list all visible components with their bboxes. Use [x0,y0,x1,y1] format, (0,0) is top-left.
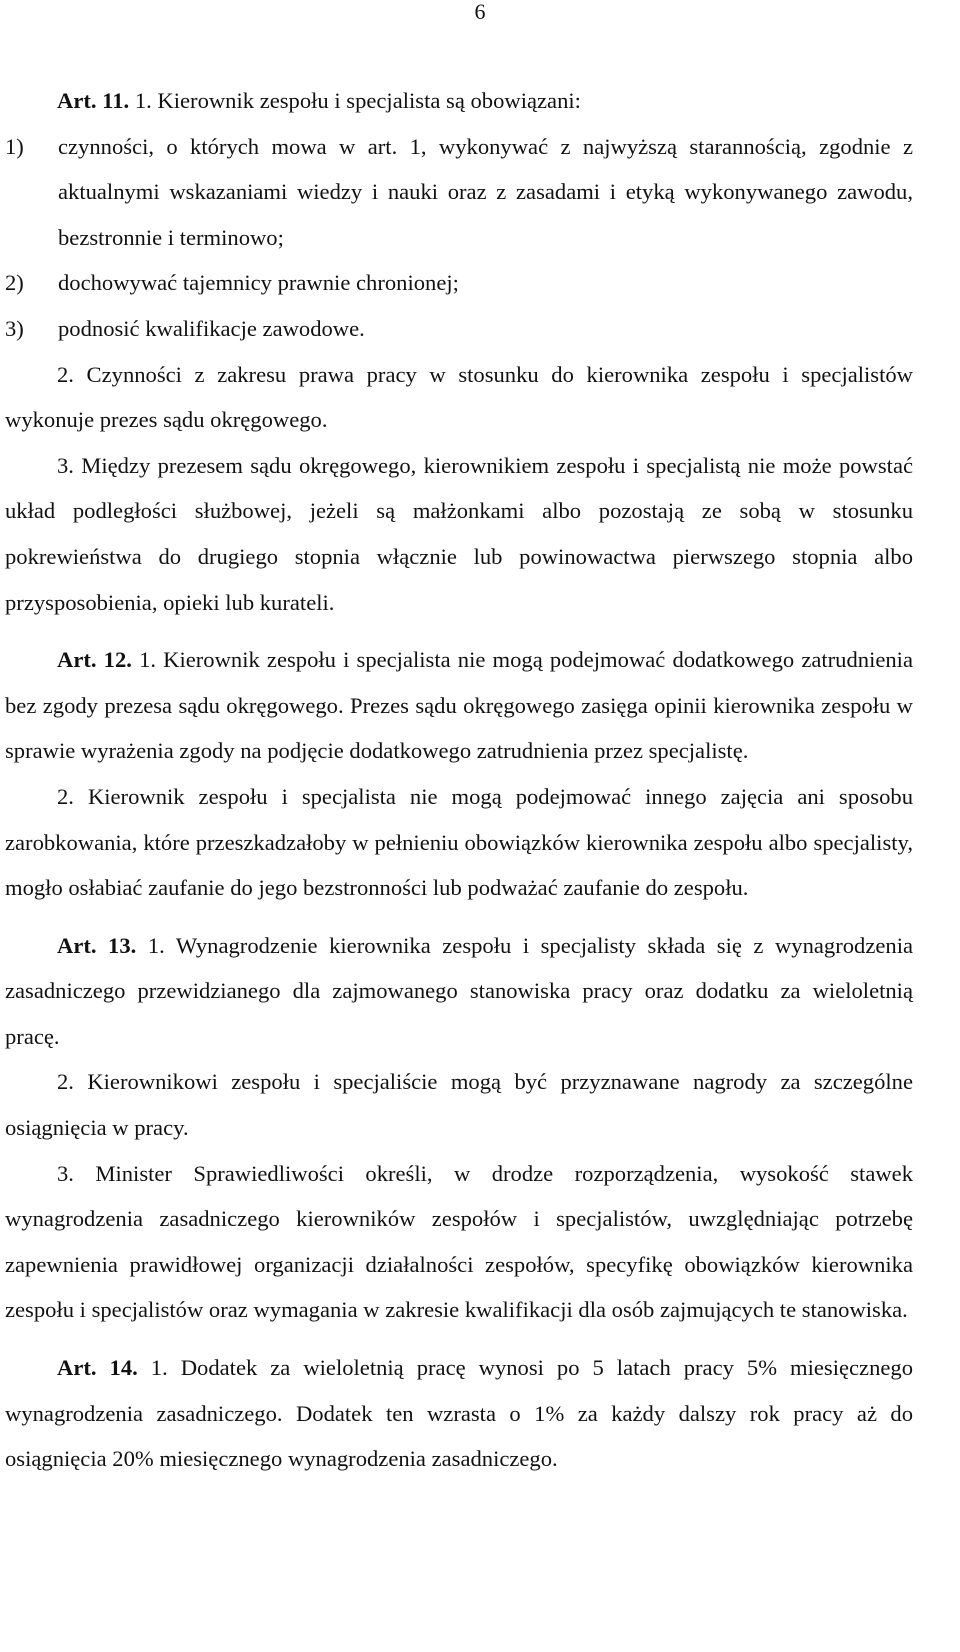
list-item-number: 2) [5,270,24,296]
list-item [5,124,913,261]
art11-para3: 3. Między prezesem sądu okręgowego, kierownikiem zespołu i specjalistą nie może powstać układ podległości służbowej, jeżeli są małżonkami albo pozostają ze sobą w stosunku pokrewieństwa do drugiego stopnia włącznie lub powinowactwa pierwszego stopnia albo przysposobienia, opieki lub kurateli. [5,452,913,615]
art11-heading: Art. 11. [57,88,130,113]
art13-para2: 2. Kierownikowi zespołu i specjaliście mogą być przyznawane nagrody za szczególne osiągnięcia w pracy. [5,1069,913,1141]
list-item-text: dochowywać tajemnicy prawnie chronionej; [58,270,459,296]
art11-para2: 2. Czynności z zakresu prawa pracy w stosunku do kierownika zespołu i specjalistów wykonuje prezes sądu okręgowego. [5,361,913,433]
art14-para1 [5,1345,913,1482]
art12-para2: 2. Kierownik zespołu i specjalista nie mogą podejmować innego zajęcia ani sposobu zarobkowania, które przeszkadzałoby w pełnieniu obowiązków kierownika zespołu albo specjalisty, mogło osłabiać zaufanie do jego bezstronności lub podważać zaufanie do zespołu. [5,783,913,901]
art13-para1-text: 1. Wynagrodzenie kierownika zespołu i specjalisty składa się z wynagrodzenia zasadniczego przewidzianego dla zajmowanego stanowiska pracy oraz dodatku za wieloletnią pracę. [5,932,913,1049]
list-item-number: 1) [5,133,24,159]
page-number: 6 [474,0,486,24]
art14-heading: Art. 14. [57,1355,138,1381]
art12-para1-text: 1. Kierownik zespołu i specjalista nie mogą podejmować dodatkowego zatrudnienia bez zgody prezesa sądu okręgowego. Prezes sądu okręgowego zasięga opinii kierownika zespołu w sprawie wyrażenia zgody na podjęcie dodatkowego zatrudnienia przez specjalistę. [5,647,913,764]
list-item [5,260,913,306]
list-item-text: czynności, o których mowa w art. 1, wykonywać z najwyższą starannością, zgodnie z aktualnymi wskazaniami wiedzy i nauki oraz z zasadami i etyką wykonywanego zawodu, bezstronnie i terminowo; [58,133,913,250]
art11-para1-text: 1. Kierownik zespołu i specjalista są obowiązani: [134,88,581,113]
art13-para3: 3. Minister Sprawiedliwości określi, w drodze rozporządzenia, wysokość stawek wynagrodzenia zasadniczego kierowników zespołów i specjalistów, uwzględniając potrzebę zapewnienia prawidłowej organizacji działalności zespołów, specyfikę obowiązków kierownika zespołu i specjalistów oraz wymagania w zakresie kwalifikacji dla osób zajmujących te stanowiska. [5,1160,913,1323]
document-body [5,78,913,1482]
list-item-text: podnosić kwalifikacje zawodowe. [58,315,365,341]
list-item-number: 3) [5,315,24,341]
art13-para1 [5,923,913,1060]
art13-heading: Art. 13. [57,932,137,958]
art12-heading: Art. 12. [57,647,132,673]
art14-para1-text: 1. Dodatek za wieloletnią pracę wynosi po 5 latach pracy 5% miesięcznego wynagrodzenia zasadniczego. Dodatek ten wzrasta o 1% za każdy dalszy rok pracy aż do osiągnięcia 20% miesięcznego wynagrodzenia zasadniczego. [5,1355,913,1472]
art11-para1 [5,78,913,124]
art12-para1 [5,637,913,774]
list-item [5,306,913,352]
